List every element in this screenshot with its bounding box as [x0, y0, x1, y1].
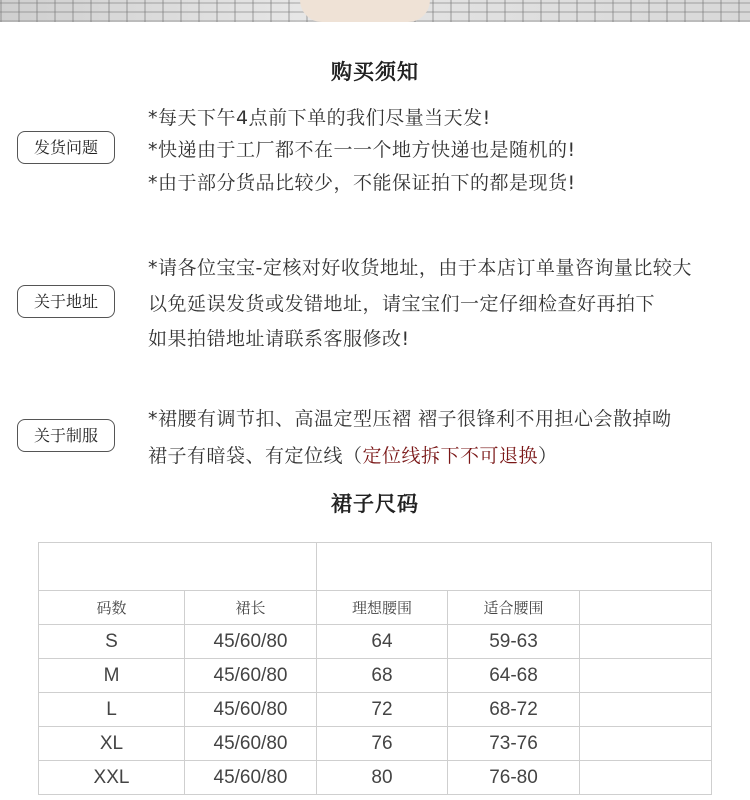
cell-size: XL: [39, 727, 185, 761]
cell-empty: [580, 761, 712, 795]
size-table: [38, 542, 712, 795]
table-row: [39, 693, 712, 727]
cell-fit-waist: 59-63: [448, 625, 580, 659]
cell-ideal-waist: 80: [317, 761, 448, 795]
uniform-line-2-suffix: ）: [538, 445, 558, 467]
cell-size: XXL: [39, 761, 185, 795]
table-row: [39, 659, 712, 693]
cell-size: M: [39, 659, 185, 693]
size-chart-title: 裙子尺码: [331, 492, 419, 516]
uniform-line-1: *裙腰有调节扣、高温定型压褶 褶子很锋利不用担心会散掉呦: [148, 408, 672, 430]
table-row: [39, 625, 712, 659]
cell-length: 45/60/80: [185, 659, 317, 693]
header-ideal-waist: 理想腰围: [317, 591, 448, 625]
cell-length: 45/60/80: [185, 693, 317, 727]
table-blank-row: [39, 543, 712, 591]
cell-fit-waist: 73-76: [448, 727, 580, 761]
table-row: [39, 761, 712, 795]
cell-fit-waist: 64-68: [448, 659, 580, 693]
uniform-warning-text: 定位线拆下不可退换: [362, 445, 539, 467]
product-photo-detail: [300, 0, 430, 22]
cell-size: L: [39, 693, 185, 727]
purchase-notice-title: 购买须知: [331, 60, 419, 84]
shipping-line-3: *由于部分货品比较少，不能保证拍下的都是现货!: [148, 172, 576, 194]
cell-fit-waist: 76-80: [448, 761, 580, 795]
uniform-line-2-prefix: 裙子有暗袋、有定位线（: [148, 445, 363, 467]
table-blank-cell: [39, 543, 317, 591]
cell-ideal-waist: 68: [317, 659, 448, 693]
cell-fit-waist: 68-72: [448, 693, 580, 727]
cell-ideal-waist: 64: [317, 625, 448, 659]
cell-empty: [580, 659, 712, 693]
table-row: [39, 727, 712, 761]
header-skirt-length: 裙长: [185, 591, 317, 625]
shipping-line-1: *每天下午4点前下单的我们尽量当天发!: [148, 107, 491, 129]
cell-empty: [580, 625, 712, 659]
address-line-3: 如果拍错地址请联系客服修改!: [148, 328, 410, 350]
cell-length: 45/60/80: [185, 761, 317, 795]
tag-uniform: 关于制服: [17, 419, 115, 452]
tag-shipping: 发货问题: [17, 131, 115, 164]
table-blank-cell: [317, 543, 712, 591]
address-line-1: *请各位宝宝-定核对好收货地址，由于本店订单量咨询量比较大: [148, 257, 692, 279]
cell-ideal-waist: 76: [317, 727, 448, 761]
cell-length: 45/60/80: [185, 727, 317, 761]
header-fit-waist: 适合腰围: [448, 591, 580, 625]
header-empty: [580, 591, 712, 625]
tag-address: 关于地址: [17, 285, 115, 318]
cell-length: 45/60/80: [185, 625, 317, 659]
cell-empty: [580, 693, 712, 727]
address-line-2: 以免延误发货或发错地址，请宝宝们一定仔细检查好再拍下: [148, 293, 656, 315]
cell-size: S: [39, 625, 185, 659]
cell-ideal-waist: 72: [317, 693, 448, 727]
header-size: 码数: [39, 591, 185, 625]
cell-empty: [580, 727, 712, 761]
uniform-line-2: [148, 441, 558, 468]
shipping-line-2: *快递由于工厂都不在一一个地方快递也是随机的!: [148, 139, 576, 161]
table-header-row: [39, 591, 712, 625]
